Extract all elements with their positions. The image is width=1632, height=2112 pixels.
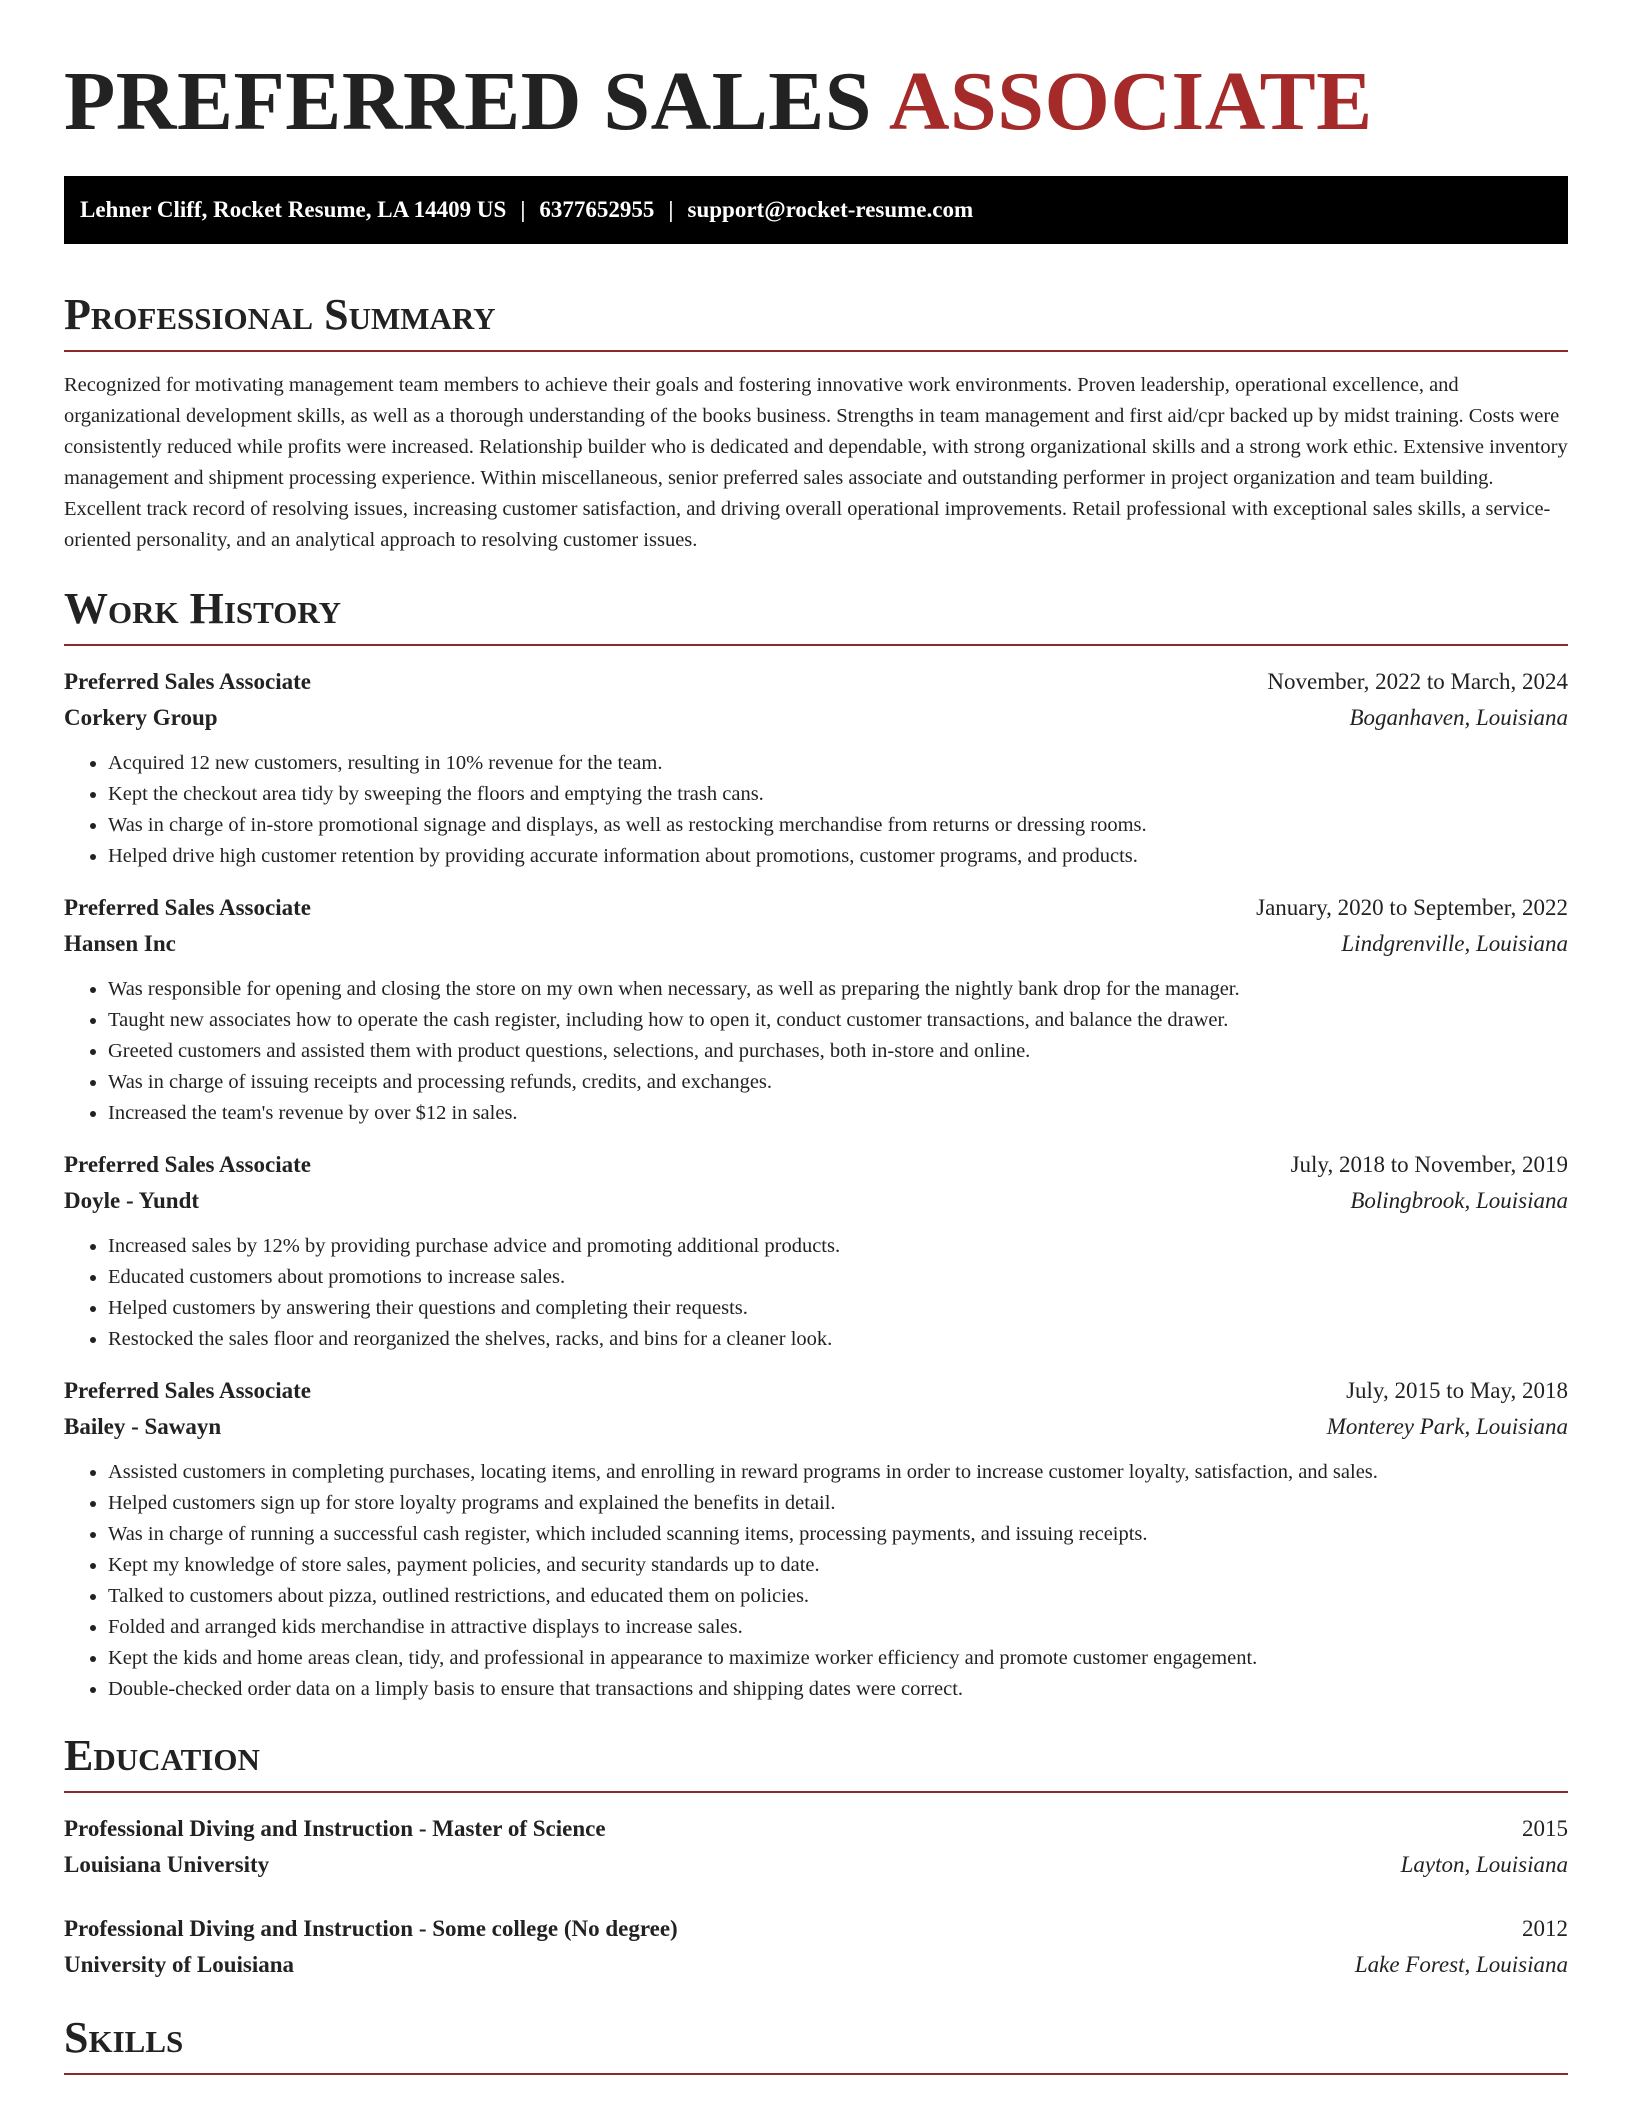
education-section — [64, 1731, 1568, 1983]
contact-separator: | — [520, 197, 526, 222]
job-company-row — [64, 926, 1568, 962]
job-bullet: • Kept my knowledge of store sales, payment policies, and security standards up to date. — [108, 1550, 1568, 1581]
education-school-row — [64, 1947, 1568, 1983]
job-company-row — [64, 1183, 1568, 1219]
resume-title — [64, 0, 1568, 148]
job-location: Lindgrenville, Louisiana — [1341, 931, 1568, 956]
work-history-heading: Work History — [64, 584, 1568, 646]
education-year: 2015 — [1522, 1816, 1568, 1841]
resume-page — [64, 0, 1568, 2075]
job-bullet-list — [64, 1231, 1568, 1355]
jobs-list — [64, 664, 1568, 1705]
job-header-row — [64, 890, 1568, 926]
education-entry — [64, 1911, 1568, 1983]
job-entry — [64, 890, 1568, 1129]
job-company-row — [64, 700, 1568, 736]
summary-section — [64, 290, 1568, 556]
job-dates: July, 2015 to May, 2018 — [1346, 1378, 1568, 1403]
education-heading: Education — [64, 1731, 1568, 1793]
job-company: Hansen Inc — [64, 931, 176, 956]
job-entry — [64, 664, 1568, 872]
skills-section — [64, 2013, 1568, 2075]
education-location: Lake Forest, Louisiana — [1354, 1952, 1568, 1977]
job-bullet: • Helped drive high customer retention by providing accurate information about promotions, customer programs, and products. — [108, 841, 1568, 872]
job-title: Preferred Sales Associate — [64, 895, 311, 920]
job-title: Preferred Sales Associate — [64, 669, 311, 694]
contact-email[interactable]: support@rocket-resume.com — [687, 197, 974, 222]
work-history-section — [64, 584, 1568, 1705]
job-bullet: • Acquired 12 new customers, resulting in 10% revenue for the team. — [108, 748, 1568, 779]
job-bullet: • Was in charge of issuing receipts and processing refunds, credits, and exchanges. — [108, 1067, 1568, 1098]
job-bullet: • Double-checked order data on a limply basis to ensure that transactions and shipping dates were correct. — [108, 1674, 1568, 1705]
job-bullet-list — [64, 748, 1568, 872]
education-school-row — [64, 1847, 1568, 1883]
job-company: Bailey - Sawayn — [64, 1414, 222, 1439]
education-list — [64, 1811, 1568, 1983]
summary-heading: Professional Summary — [64, 290, 1568, 352]
education-school: Louisiana University — [64, 1852, 270, 1877]
job-bullet-list — [64, 974, 1568, 1129]
skills-heading: Skills — [64, 2013, 1568, 2075]
title-main: PREFERRED SALES — [64, 55, 873, 148]
job-bullet: • Greeted customers and assisted them with product questions, selections, and purchases, both in-store and online. — [108, 1036, 1568, 1067]
job-company-row — [64, 1409, 1568, 1445]
job-title: Preferred Sales Associate — [64, 1378, 311, 1403]
job-location: Monterey Park, Louisiana — [1326, 1414, 1568, 1439]
job-entry — [64, 1373, 1568, 1705]
education-degree: Professional Diving and Instruction - Some college (No degree) — [64, 1916, 678, 1941]
job-entry — [64, 1147, 1568, 1355]
job-dates: January, 2020 to September, 2022 — [1256, 895, 1568, 920]
job-company: Doyle - Yundt — [64, 1188, 200, 1213]
education-degree-row — [64, 1911, 1568, 1947]
job-bullet: • Educated customers about promotions to increase sales. — [108, 1262, 1568, 1293]
education-degree-row — [64, 1811, 1568, 1847]
job-header-row — [64, 664, 1568, 700]
job-location: Bolingbrook, Louisiana — [1350, 1188, 1568, 1213]
job-header-row — [64, 1147, 1568, 1183]
job-bullet: • Kept the checkout area tidy by sweeping the floors and emptying the trash cans. — [108, 779, 1568, 810]
job-bullet-list — [64, 1457, 1568, 1705]
job-bullet: • Was responsible for opening and closing the store on my own when necessary, as well as preparing the nightly bank drop for the manager. — [108, 974, 1568, 1005]
job-bullet: • Assisted customers in completing purchases, locating items, and enrolling in reward programs in order to increase customer loyalty, satisfaction, and sales. — [108, 1457, 1568, 1488]
job-dates: July, 2018 to November, 2019 — [1290, 1152, 1568, 1177]
job-bullet: • Helped customers sign up for store loyalty programs and explained the benefits in detail. — [108, 1488, 1568, 1519]
job-bullet: • Taught new associates how to operate the cash register, including how to open it, conduct customer transactions, and balance the drawer. — [108, 1005, 1568, 1036]
job-dates: November, 2022 to March, 2024 — [1267, 669, 1568, 694]
title-accent: ASSOCIATE — [888, 55, 1373, 148]
job-bullet: • Folded and arranged kids merchandise in attractive displays to increase sales. — [108, 1612, 1568, 1643]
job-location: Boganhaven, Louisiana — [1349, 705, 1568, 730]
job-bullet: • Increased the team's revenue by over $12 in sales. — [108, 1098, 1568, 1129]
education-location: Layton, Louisiana — [1400, 1852, 1568, 1877]
education-degree: Professional Diving and Instruction - Master of Science — [64, 1816, 606, 1841]
job-bullet: • Was in charge of in-store promotional signage and displays, as well as restocking merchandise from returns or dressing rooms. — [108, 810, 1568, 841]
education-year: 2012 — [1522, 1916, 1568, 1941]
contact-phone[interactable]: 6377652955 — [539, 197, 655, 222]
job-bullet: • Talked to customers about pizza, outlined restrictions, and educated them on policies. — [108, 1581, 1568, 1612]
contact-bar — [64, 176, 1568, 244]
job-header-row — [64, 1373, 1568, 1409]
contact-address: Lehner Cliff, Rocket Resume, LA 14409 US — [80, 197, 507, 222]
education-entry — [64, 1811, 1568, 1883]
job-bullet: • Increased sales by 12% by providing purchase advice and promoting additional products. — [108, 1231, 1568, 1262]
job-bullet: • Helped customers by answering their questions and completing their requests. — [108, 1293, 1568, 1324]
job-title: Preferred Sales Associate — [64, 1152, 311, 1177]
job-bullet: • Was in charge of running a successful cash register, which included scanning items, processing payments, and issuing receipts. — [108, 1519, 1568, 1550]
job-bullet: • Restocked the sales floor and reorganized the shelves, racks, and bins for a cleaner look. — [108, 1324, 1568, 1355]
job-company: Corkery Group — [64, 705, 218, 730]
contact-separator: | — [668, 197, 674, 222]
job-bullet: • Kept the kids and home areas clean, tidy, and professional in appearance to maximize worker efficiency and promote customer engagement. — [108, 1643, 1568, 1674]
education-school: University of Louisiana — [64, 1952, 295, 1977]
summary-text: Recognized for motivating management team members to achieve their goals and fostering innovative work environments. Proven leadership, operational excellence, and organizational development skills, as well as a thorough understanding of the books business. Strengths in team management and first aid/cpr backed up by midst training. Costs were consistently reduced while profits were increased. Relationship builder who is dedicated and dependable, with strong organizational skills and a strong work ethic. Extensive inventory management and shipment processing experience. Within miscellaneous, senior preferred sales associate and outstanding performer in project organization and team building. Excellent track record of resolving issues, increasing customer satisfaction, and driving overall operational improvements. Retail professional with exceptional sales skills, a service-oriented personality, and an analytical approach to resolving customer issues. — [64, 374, 1568, 551]
